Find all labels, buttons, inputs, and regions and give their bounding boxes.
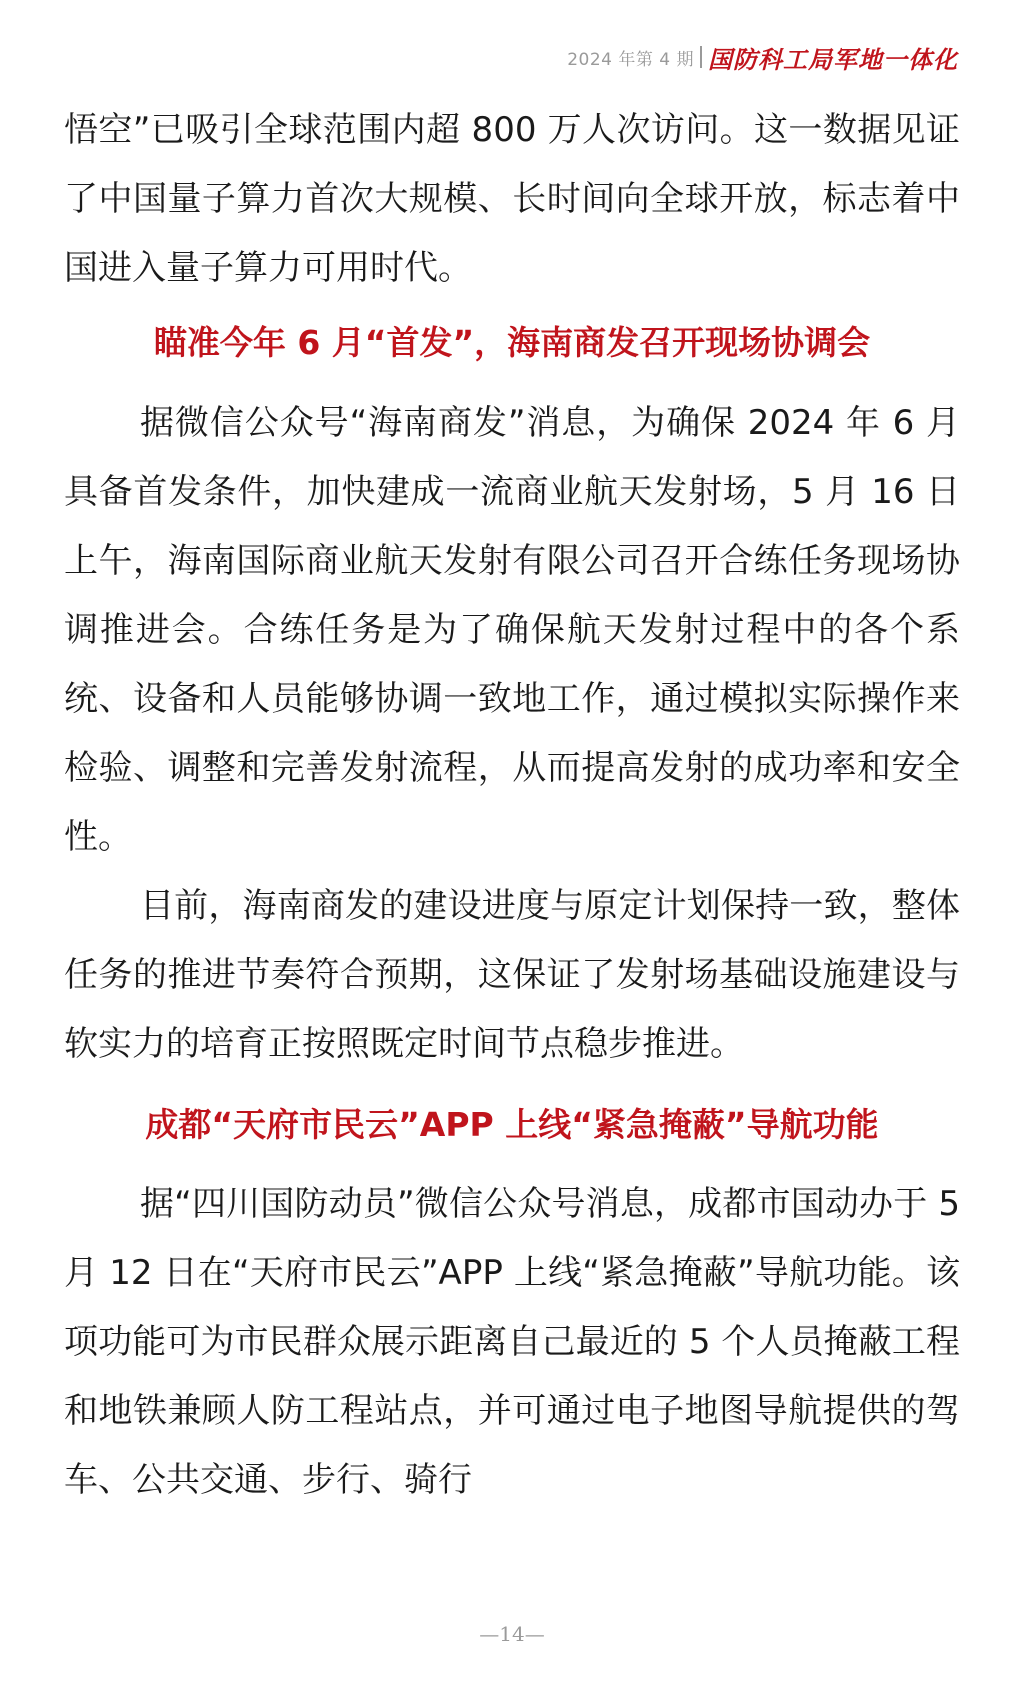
headline-chengdu: 成都“天府市民云”APP 上线“紧急掩蔽”导航功能 — [145, 1104, 879, 1144]
paragraph-hainan-1: 据微信公众号“海南商发”消息，为确保 2024 年 6 月具备首发条件，加快建成一流商业航天发射场，5 月 16 日上午，海南国际商业航天发射有限公司召开合练任务现场协调推进会。合练任务是为了确保航天发射过程中的各个系统、设备和人员能够协调一致地工作，通过模拟实际操作来检验、调整和完善发射流程，从而提高发射的成功率和安全性。 — [64, 402, 960, 857]
headline-hainan: 瞄准今年 6 月“首发”，海南商发召开现场协调会 — [153, 323, 871, 362]
paragraph-continuation: 悟空”已吸引全球范围内超 800 万人次访问。这一数据见证了中国量子算力首次大规模、长时间向全球开放，标志着中国进入量子算力可用时代。 — [64, 110, 960, 288]
paragraph-chengdu: 据“四川国防动员”微信公众号消息，成都市国动办于 5 月 12 日在“天府市民云”APP 上线“紧急掩蔽”导航功能。该项功能可为市民群众展示距离自己最近的 5 个人员掩蔽工程和地铁兼顾人防工程站点，并可通过电子地图导航提供的驾车、公共交通、步行、骑行 — [64, 1184, 960, 1501]
brand-logo: 国防科工局军地一体化 — [708, 44, 958, 74]
header-divider — [700, 46, 702, 68]
page-header — [567, 40, 958, 74]
article-body — [64, 96, 960, 1515]
page-number: —14— — [479, 1622, 545, 1646]
issue-label: 2024 年第 4 期 — [567, 49, 694, 70]
paragraph-hainan-2: 目前，海南商发的建设进度与原定计划保持一致，整体任务的推进节奏符合预期，这保证了发射场基础设施建设与软实力的培育正按照既定时间节点稳步推进。 — [64, 885, 960, 1064]
